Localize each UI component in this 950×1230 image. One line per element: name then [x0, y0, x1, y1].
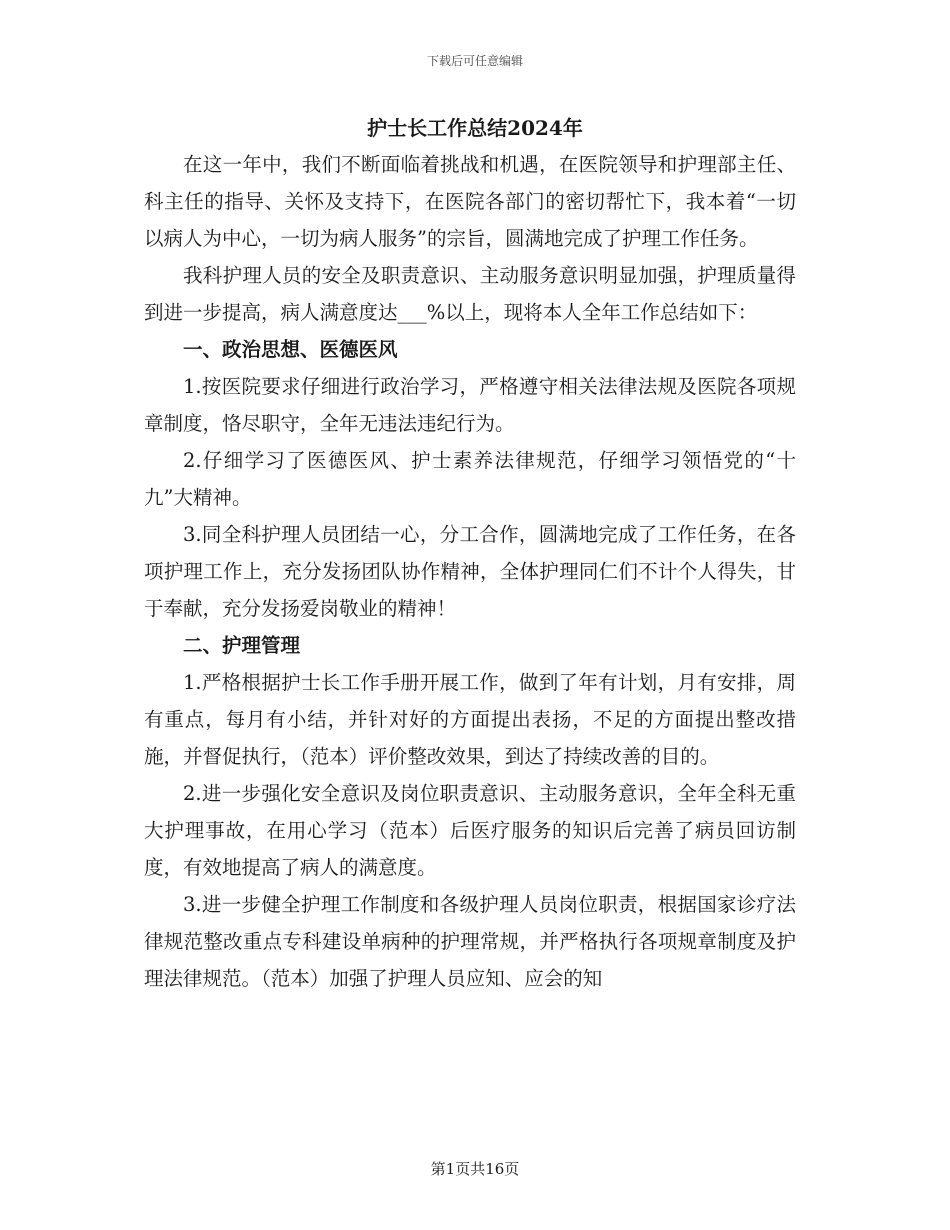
list-item: 1.严格根据护士长工作手册开展工作，做到了年有计划，月有安排，周有重点，每月有小结，并针对好的方面提出表扬，不足的方面提出整改措施，并督促执行，（范本）评价整改效果，到达了持续改善的目的。 — [144, 671, 796, 768]
header-note: 下载后可任意编辑 — [426, 54, 523, 68]
list-item: 2.仔细学习了医德医风、护士素养法律规范，仔细学习领悟党的“十九”大精神。 — [144, 449, 796, 509]
list-item: 3.同全科护理人员团结一心，分工合作，圆满地完成了工作任务，在各项护理工作上，充分发扬团队协作精神，全体护理同仁们不计个人得失，甘于奉献，充分发扬爱岗敬业的精神！ — [144, 523, 796, 620]
list-item: 3.进一步健全护理工作制度和各级护理人员岗位职责，根据国家诊疗法律规范整改重点专科建设单病种的护理常规，并严格执行各项规章制度及护理法律规范。（范本）加强了护理人员应知、应会的知 — [144, 893, 796, 990]
paragraph: 我科护理人员的安全及职责意识、主动服务意识明显加强，护理质量得到进一步提高，病人满意度达___%以上，现将本人全年工作总结如下： — [144, 264, 796, 324]
section-heading: 一、政治思想、医德医风 — [183, 338, 398, 361]
document-body — [144, 146, 796, 997]
list-item: 2.进一步强化安全意识及岗位职责意识、主动服务意识，全年全科无重大护理事故，在用心学习（范本）后医疗服务的知识后完善了病员回访制度，有效地提高了病人的满意度。 — [144, 782, 796, 879]
page-footer: 第1页共16页 — [430, 1160, 520, 1178]
list-item: 1.按医院要求仔细进行政治学习，严格遵守相关法律法规及医院各项规章制度，恪尽职守，全年无违法违纪行为。 — [144, 375, 796, 435]
paragraph: 在这一年中，我们不断面临着挑战和机遇，在医院领导和护理部主任、科主任的指导、关怀及支持下，在医院各部门的密切帮忙下，我本着“一切以病人为中心，一切为病人服务”的宗旨，圆满地完成了护理工作任务。 — [144, 153, 796, 250]
document-title: 护士长工作总结2024年 — [367, 116, 583, 140]
section-heading: 二、护理管理 — [183, 634, 301, 657]
